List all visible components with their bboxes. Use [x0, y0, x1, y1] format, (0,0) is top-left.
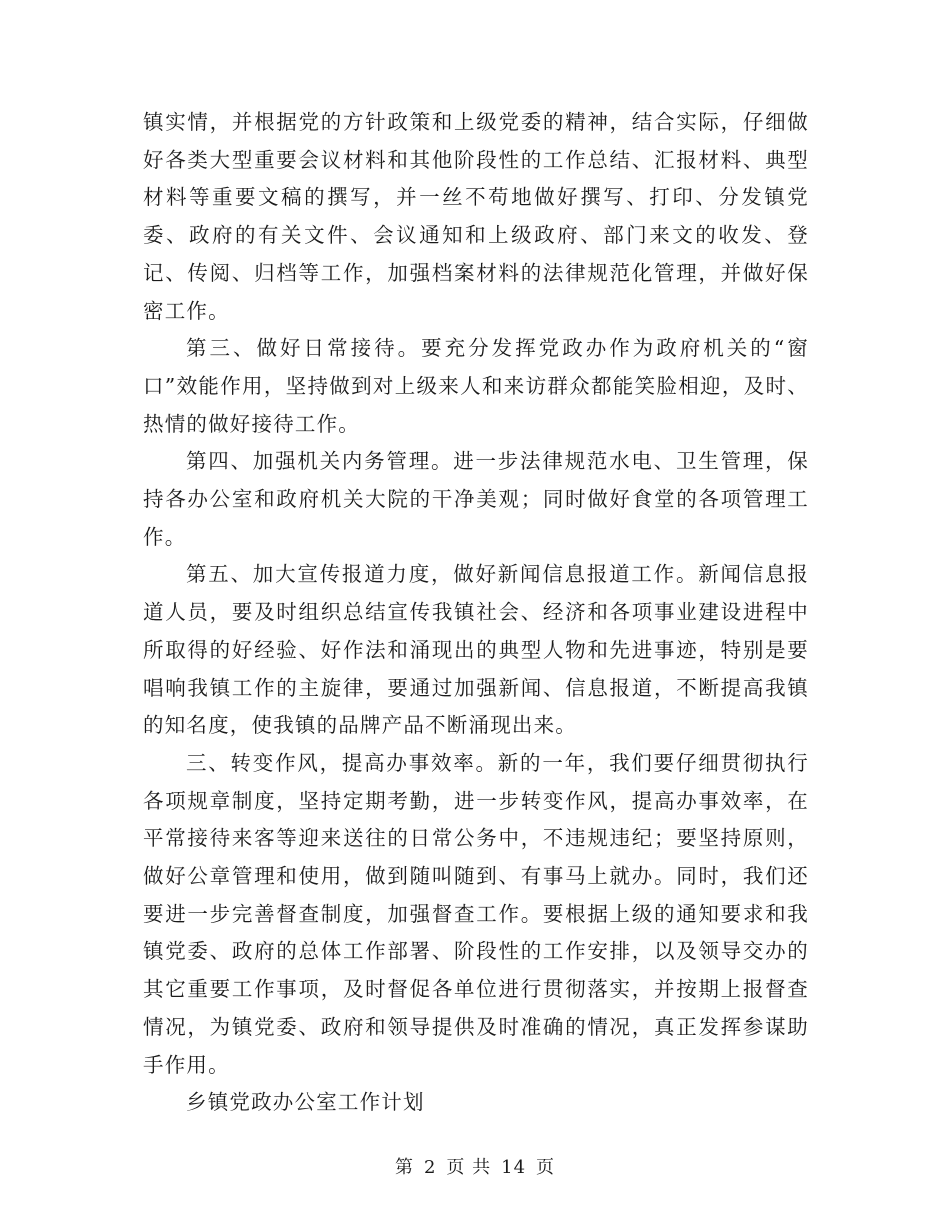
closing-title: 乡镇党政办公室工作计划	[186, 1090, 425, 1115]
footer-label-page: 第	[394, 1157, 414, 1178]
paragraph-continuation: 镇实情，并根据党的方针政策和上级党委的精神，结合实际，仔细做好各类大型重要会议材料和其他阶段性的工作总结、汇报材料、典型材料等重要文稿的撰写，并一丝不苟地做好撰写、打印、分发镇党委、政府的有关文件、会议通知和上级政府、部门来文的收发、登记、传阅、归档等工作，加强档案材料的法律规范化管理，并做好保密工作。	[143, 110, 809, 323]
document-body	[143, 104, 809, 1122]
paragraph-reception: 第三、做好日常接待。要充分发挥党政办作为政府机关的“窗口”效能作用，坚持做到对上级来人和来访群众都能笑脸相迎，及时、热情的做好接待工作。	[143, 336, 809, 436]
paragraph-internal-affairs: 第四、加强机关内务管理。进一步法律规范水电、卫生管理，保持各办公室和政府机关大院的干净美观；同时做好食堂的各项管理工作。	[143, 449, 809, 549]
page-footer	[0, 1153, 950, 1179]
footer-current-page: 2	[423, 1157, 437, 1178]
footer-total-pages: 14	[501, 1157, 527, 1178]
footer-label-end: 页	[536, 1157, 556, 1178]
paragraph-publicity: 第五、加大宣传报道力度，做好新闻信息报道工作。新闻信息报道人员，要及时组织总结宣传我镇社会、经济和各项事业建设进程中所取得的好经验、好作法和涌现出的典型人物和先进事迹，特别是要唱响我镇工作的主旋律，要通过加强新闻、信息报道，不断提高我镇的知名度，使我镇的品牌产品不断涌现出来。	[143, 562, 809, 738]
paragraph-work-style: 三、转变作风，提高办事效率。新的一年，我们要仔细贯彻执行各项规章制度，坚持定期考勤，进一步转变作风，提高办事效率，在平常接待来客等迎来送往的日常公务中，不违规违纪；要坚持原则，做好公章管理和使用，做到随叫随到、有事马上就办。同时，我们还要进一步完善督查制度，加强督查工作。要根据上级的通知要求和我镇党委、政府的总体工作部署、阶段性的工作安排，以及领导交办的其它重要工作事项，及时督促各单位进行贯彻落实，并按期上报督查情况，为镇党委、政府和领导提供及时准确的情况，真正发挥参谋助手作用。	[143, 750, 809, 1077]
footer-label-of: 页 共	[446, 1157, 492, 1178]
